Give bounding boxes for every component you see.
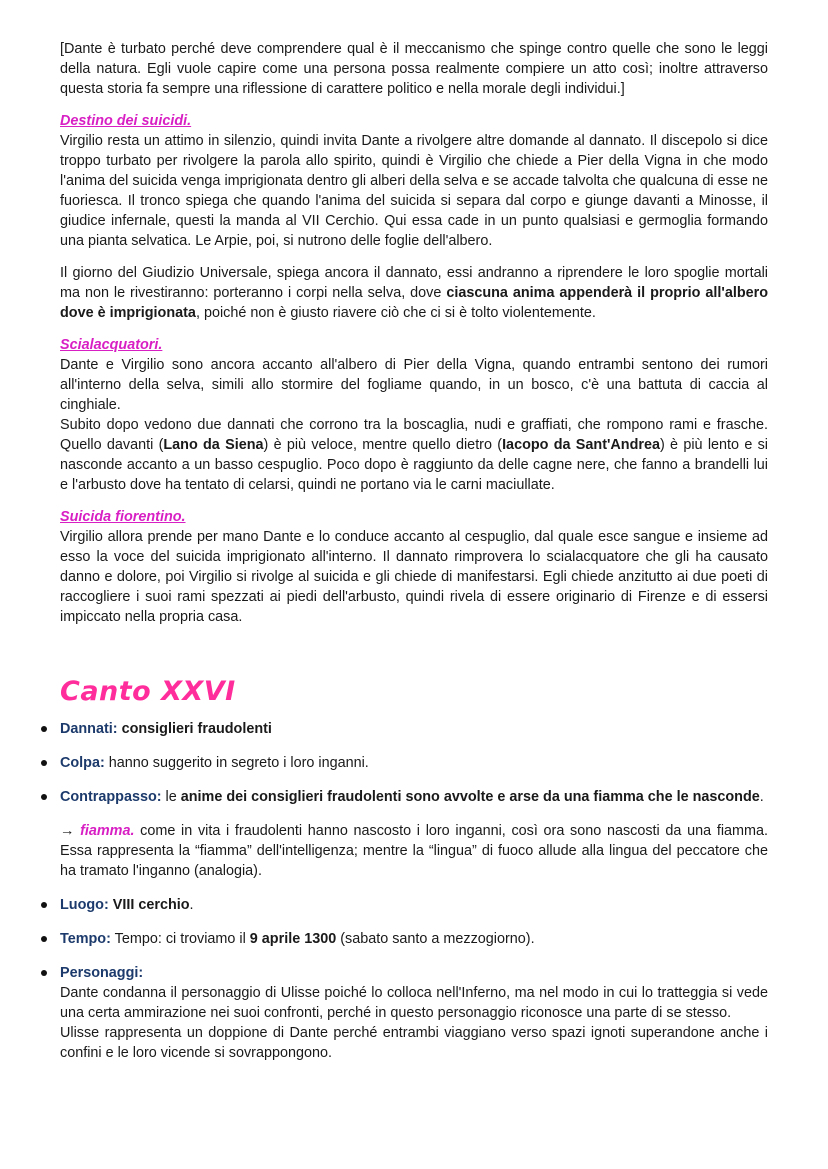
- paragraph: Dante e Virgilio sono ancora accanto all'albero di Pier della Vigna, quando entrambi sentono dei rumori all'interno della selva, simili allo stormire del fogliame quando, in un bosco, c'è una battuta di caccia al cinghiale.: [60, 357, 768, 413]
- intro-paragraph: [Dante è turbato perché deve comprendere qual è il meccanismo che spinge contro quelle che sono le leggi della natura. Egli vuole capire come una persona possa realmente compiere un atto così; inoltre attraverso questa storia fa sempre una riflessione di carattere politico e nella morale degli individui.]: [60, 41, 768, 97]
- paragraph: Virgilio allora prende per mano Dante e lo conduce accanto al cespuglio, dal quale esce sangue e insieme ad esso la voce del suicida imprigionato all'interno. Il dannato rimprovera lo scialacquatore che gli ha causato danno e dolore, poi Virgilio si rivolge al suicida e gli chiede di manifestarsi. Egli chiede anzitutto ai due poeti di raccogliere i suoi rami spezzati ai piedi dell'arbusto, quindi rivela di essere originario di Firenze e di essersi impiccato nella propria casa.: [60, 529, 768, 625]
- section-title: Suicida fiorentino.: [60, 509, 186, 525]
- fiamma-note: → fiamma. come in vita i fraudolenti hanno nascosto i loro inganni, così ora sono nascosti da una fiamma. Essa rappresenta la “fiamma” dell'intelligenza; mentre la “lingua” di fuoco allude alla lingua del peccatore che ha tramato l'inganno (analogia).: [60, 823, 768, 879]
- paragraph: Dante condanna il personaggio di Ulisse poiché lo colloca nell'Inferno, ma nel modo in cui lo tratteggia si vede una certa ammirazione nei suoi confronti, perché in questo personaggio riconosce una parte di se stesso.: [60, 985, 768, 1021]
- paragraph: Il giorno del Giudizio Universale, spiega ancora il dannato, essi andranno a riprendere le loro spoglie mortali ma non le rivestiranno: porteranno i corpi nella selva, dove ciascuna anima appenderà il proprio all'albero dove è imprigionata, poiché non è giusto riavere ciò che ci si è tolto violentemente.: [60, 265, 769, 321]
- list-item-dannati: Dannati: consiglieri fraudolenti: [60, 719, 768, 739]
- section-title: Scialacquatori.: [60, 337, 163, 353]
- list-item-tempo: Tempo: Tempo: ci troviamo il 9 aprile 1300 (sabato santo a mezzogiorno).: [60, 929, 768, 949]
- bullet-icon: [41, 726, 47, 732]
- bold-name: Iacopo da Sant'Andrea: [502, 437, 660, 453]
- bullet-icon: [41, 760, 47, 766]
- bullet-icon: [41, 902, 47, 908]
- list-item-colpa: Colpa: hanno suggerito in segreto i loro inganni.: [60, 753, 768, 773]
- bold-name: Lano da Siena: [163, 437, 264, 453]
- bullet-icon: [41, 970, 47, 976]
- section-scialacquatori: [60, 335, 768, 495]
- list-item-personaggi: Personaggi: Dante condanna il personaggio di Ulisse poiché lo colloca nell'Inferno, ma nel modo in cui lo tratteggia si vede una certa ammirazione nei suoi confronti, perché in questo personaggio riconosce una parte di se stesso. Ulisse rappresenta un doppione di Dante perché entrambi viaggiano verso spazi ignoti superandone anche i confini e le loro vicende si sovrappongono.: [60, 963, 768, 1063]
- list-item-contrappasso: Contrappasso: le anime dei consiglieri fraudolenti sono avvolte e arse da una fiamma che le nasconde. → fiamma. come in vita i fraudolenti hanno nascosto i loro inganni, così ora sono nascosti da una fiamma. Essa rappresenta la “fiamma” dell'intelligenza; mentre la “lingua” di fuoco allude alla lingua del peccatore che ha tramato l'inganno (analogia).: [60, 787, 768, 881]
- bullet-icon: [41, 936, 47, 942]
- bold-phrase: ciascuna anima appenderà il proprio all'albero dove è imprigionata: [60, 285, 769, 321]
- paragraph: Virgilio resta un attimo in silenzio, quindi invita Dante a rivolgere altre domande al dannato. Il discepolo si dice troppo turbato per rivolgere la parola allo spirito, quindi è Virgilio che chiede a Pier della Vigna in che modo l'anima del suicida venga imprigionata dentro gli alberi della selva e se accade talvolta che qualcuna di esse ne fuoriesca. Il tronco spiega che quando l'anima del suicida si separa dal corpo e giunge davanti a Minosse, il giudice infernale, questi la manda al VII Cerchio. Qui essa cade in un punto qualsiasi e germoglia formando una pianta selvatica. Le Arpie, poi, si nutrono delle foglie dell'albero.: [60, 133, 768, 249]
- canto-bullet-list: [60, 719, 768, 1063]
- list-item-luogo: Luogo: VIII cerchio.: [60, 895, 768, 915]
- bullet-icon: [41, 794, 47, 800]
- section-suicida-fiorentino: [60, 507, 768, 627]
- section-title: Destino dei suicidi.: [60, 113, 192, 129]
- paragraph: Ulisse rappresenta un doppione di Dante perché entrambi viaggiano verso spazi ignoti superandone anche i confini e le loro vicende si sovrappongono.: [60, 1025, 768, 1061]
- paragraph: Subito dopo vedono due dannati che corrono tra la boscaglia, nudi e graffiati, che rompono rami e frasche. Quello davanti (Lano da Siena) è più veloce, mentre quello dietro (Iacopo da Sant'Andrea) è più lento e si nasconde accanto a un basso cespuglio. Poco dopo è raggiunto da delle cagne nere, che fanno a brandelli lui e l'arbusto dove ha tentato di celarsi, quindi ne portano via le carni maciullate.: [60, 417, 768, 493]
- canto-title: Canto XXVI: [60, 676, 236, 707]
- section-destino-suicidi: [60, 111, 768, 323]
- arrow-icon: →: [60, 823, 81, 839]
